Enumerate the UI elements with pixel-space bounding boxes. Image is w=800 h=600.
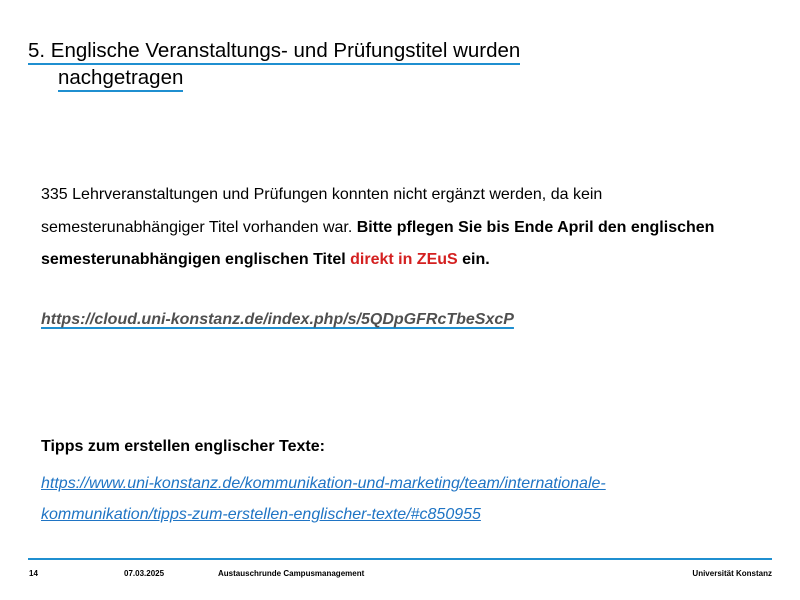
tips-link-line-2[interactable]: kommunikation/tipps-zum-erstellen-englischer-texte/#c850955 <box>41 506 481 523</box>
tips-heading: Tipps zum erstellen englischer Texte: <box>41 438 325 455</box>
title-line-1: 5. Englische Veranstaltungs- und Prüfungstitel wurden <box>28 38 520 65</box>
body-highlight-text: direkt in ZEuS <box>350 251 458 268</box>
tips-link-line-1[interactable]: https://www.uni-konstanz.de/kommunikation-und-marketing/team/internationale- <box>41 475 606 492</box>
footer-event: Austauschrunde Campusmanagement <box>218 569 365 578</box>
body-request-end: ein. <box>457 251 490 268</box>
footer-date: 07.03.2025 <box>124 569 165 578</box>
footer-page-number: 14 <box>29 569 38 578</box>
slide-title <box>28 38 648 92</box>
tips-link[interactable] <box>41 468 741 530</box>
footer-institution: Universität Konstanz <box>692 569 772 578</box>
body-intro-text: 335 Lehrveranstaltungen und Prüfungen konnten nicht ergänzt werden, da kein semesterunabhängiger Titel vorhanden war. <box>41 186 603 236</box>
body-paragraph <box>41 179 761 277</box>
footer-divider <box>28 558 772 560</box>
title-line-2: nachgetragen <box>58 65 183 92</box>
cloud-link[interactable]: https://cloud.uni-konstanz.de/index.php/s/5QDpGFRcTbeSxcP <box>41 311 514 328</box>
body-request-text: Bitte pflegen Sie bis Ende April den englischen semesterunabhängigen englischen Titel <box>41 218 715 268</box>
